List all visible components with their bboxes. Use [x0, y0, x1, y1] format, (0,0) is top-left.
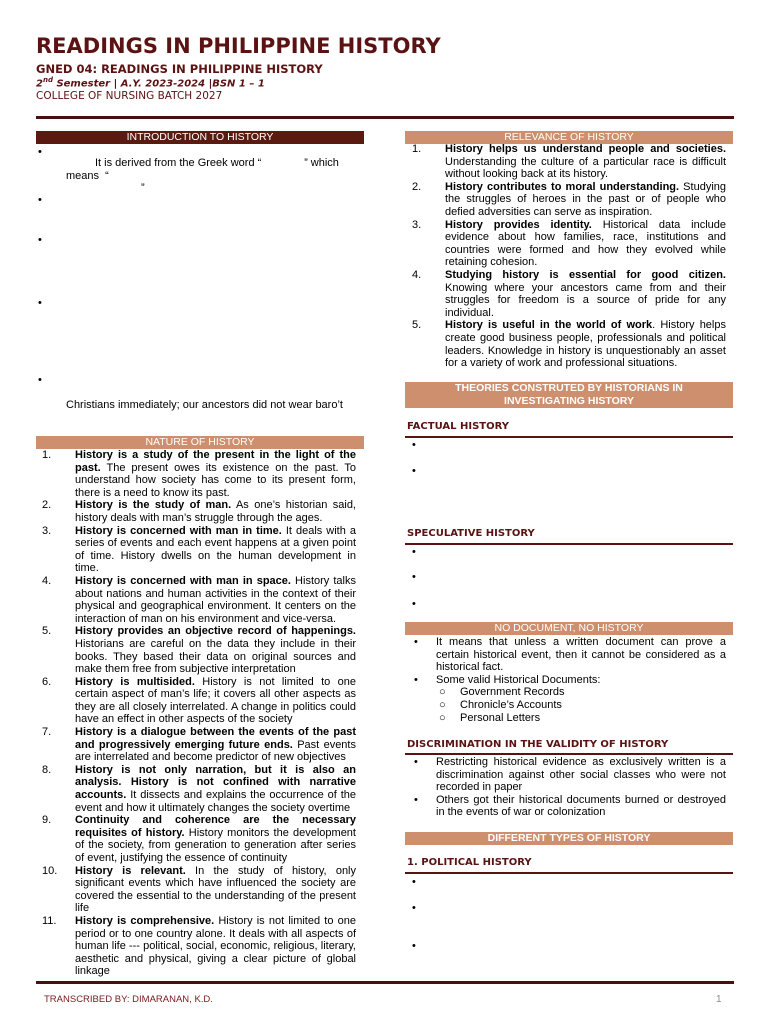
bullet-icon: •: [38, 297, 42, 309]
relevance-list: [408, 143, 726, 370]
item-bold-lead: History provides an objective record of happenings.: [75, 625, 356, 638]
document-type: Personal Letters: [460, 711, 541, 724]
types-heading: DIFFERENT TYPES OF HISTORY: [405, 832, 733, 845]
item-number: 8.: [42, 763, 52, 776]
circle-bullet-icon: ○: [439, 686, 446, 699]
item-bold-lead: Continuity and coherence are the necessary requisites of history.: [75, 814, 356, 839]
item-text: As one’s historian said, history deals with man’s struggle through the ages.: [75, 499, 356, 524]
sub-bullet-item: [406, 686, 726, 699]
greek-line-2: means “: [66, 170, 109, 182]
item-number: 6.: [42, 675, 52, 688]
item-bold-lead: History is not only narration, but it is also an analysis. History is not confined with narrative accounts.: [75, 763, 356, 802]
theories-heading-line-2: INVESTIGATING HISTORY: [504, 394, 634, 407]
item-bold-lead: Studying history is essential for good citizen.: [445, 268, 726, 281]
factual-history-heading: FACTUAL HISTORY: [407, 421, 509, 432]
speculative-underline: [405, 543, 733, 545]
item-bold-lead: History provides identity.: [445, 218, 592, 231]
item-text: History talks about nations and human activities in the context of their physical and geographical environment. It centers on the interaction of man on his environment and vice-versa.: [75, 574, 356, 625]
item-bold-lead: History is concerned with man in time.: [75, 524, 282, 537]
page-number: 1: [716, 994, 722, 1005]
nature-item: [38, 499, 356, 524]
bullet-icon: •: [412, 571, 416, 583]
nature-item: [38, 449, 356, 499]
christians-line: Christians immediately; our ancestors did not wear baro’t: [66, 399, 343, 411]
item-number: 4.: [42, 574, 52, 587]
item-bold-lead: History is relevant.: [75, 864, 186, 877]
bullet-icon: •: [412, 598, 416, 610]
bullet-icon: •: [38, 146, 42, 158]
item-bold-lead: History is a dialogue between the events of the past and progressively emerging future ends.: [75, 726, 356, 751]
discrimination-heading: DISCRIMINATION IN THE VALIDITY OF HISTORY: [407, 739, 669, 750]
item-text: Historical data include evidence about how families, race, institutions and countries were formed and how they evolved while retaining cohesion.: [445, 218, 726, 269]
bullet-item: [406, 794, 726, 819]
header-divider: [36, 116, 734, 119]
bullet-icon: •: [412, 439, 416, 451]
no-document-heading: NO DOCUMENT, NO HISTORY: [405, 622, 733, 635]
bullet-icon: •: [38, 194, 42, 206]
item-text: . History helps create good business people, professionals and political leaders. Knowledge in history is unquestionably an asset for a variety of work and professional situations.: [445, 319, 726, 370]
bullet-icon: •: [38, 234, 42, 246]
item-number: 2.: [42, 499, 52, 512]
relevance-item: [408, 319, 726, 369]
nature-item: [38, 726, 356, 764]
bullet-icon: •: [412, 940, 416, 952]
relevance-item: [408, 143, 726, 181]
item-text: Studying the struggles of heroes in the past or of people who defied adversities can serve as inspiration.: [445, 180, 726, 218]
nature-heading: NATURE OF HISTORY: [36, 436, 364, 449]
theories-heading-line-1: THEORIES CONSTRUTED BY HISTORIANS IN: [455, 382, 683, 394]
intro-heading: INTRODUCTION TO HISTORY: [36, 131, 364, 144]
item-text: In the study of history, only significant events which have influenced the society are covered the essential to the understanding of the present life: [75, 864, 356, 915]
bullet-text: Restricting historical evidence as exclusively written is a discrimination against other social classes who were not recorded in paper: [436, 756, 726, 794]
bullet-text: Some valid Historical Documents:: [436, 673, 601, 686]
item-number: 3.: [412, 218, 422, 231]
bullet-icon: •: [412, 902, 416, 914]
document-title: READINGS IN PHILIPPINE HISTORY: [36, 34, 441, 58]
item-number: 1.: [412, 143, 422, 155]
relevance-item: [408, 181, 726, 219]
item-number: 3.: [42, 524, 52, 537]
bullet-icon: •: [414, 756, 418, 768]
item-number: 1.: [42, 449, 52, 461]
bullet-item: [406, 756, 726, 794]
item-text: Past events are interrelated and become predictor of new objectives: [75, 738, 356, 764]
sub-bullet-item: [406, 699, 726, 712]
transcriber-credit: TRANSCRIBED BY: DIMARANAN, K.D.: [44, 994, 213, 1005]
circle-bullet-icon: ○: [439, 711, 446, 724]
relevance-heading: RELEVANCE OF HISTORY: [405, 131, 733, 144]
document-type: Government Records: [460, 686, 565, 699]
nature-list: [38, 449, 356, 978]
item-number: 5.: [42, 625, 52, 638]
bullet-icon: •: [412, 876, 416, 888]
greek-line-3: ”: [141, 182, 145, 194]
semester-line: 2nd Semester | A.Y. 2023-2024 |BSN 1 – 1: [36, 76, 265, 90]
bullet-item: [406, 636, 726, 674]
discrimination-underline: [405, 753, 733, 755]
political-history-heading: 1. POLITICAL HISTORY: [407, 857, 532, 868]
bullet-icon: •: [414, 793, 418, 806]
nature-item: [38, 676, 356, 726]
political-underline: [405, 872, 733, 874]
nature-item: [38, 575, 356, 625]
relevance-item: [408, 219, 726, 269]
item-bold-lead: History is a study of the present in the light of the past.: [75, 449, 356, 474]
bullet-text: It means that unless a written document can prove a certain historical event, then it cannot be considered as a historical fact.: [436, 636, 726, 674]
item-number: 2.: [412, 180, 422, 193]
bullet-icon: •: [38, 374, 42, 386]
circle-bullet-icon: ○: [439, 698, 446, 711]
item-text: Historians are careful on the data they include in their books. They based their data on original sources and make them free from subjective interpretation: [75, 637, 356, 676]
item-bold-lead: History is useful in the world of work: [445, 319, 653, 332]
item-bold-lead: History helps us understand people and societies.: [445, 143, 726, 155]
item-text: The present owes its existence on the past. To understand how society has come to its present form, there is a need to know its past.: [75, 461, 356, 499]
no-document-list: [406, 636, 726, 724]
item-number: 5.: [412, 319, 422, 332]
item-bold-lead: History contributes to moral understanding.: [445, 180, 680, 193]
college-line: COLLEGE OF NURSING BATCH 2027: [36, 90, 223, 102]
greek-line-1: It is derived from the Greek word “ ” which: [95, 157, 339, 169]
item-number: 10.: [42, 864, 58, 877]
nature-item: [38, 814, 356, 864]
item-number: 11.: [42, 914, 57, 927]
bullet-text: Others got their historical documents burned or destroyed in the events of war or colonization: [436, 793, 726, 819]
item-text: History is not limited to one period or to one country alone. It deals with all aspects of human life --- political, social, economic, religious, literary, aesthetic and physical, giving a clear picture of global linkage: [75, 914, 356, 978]
speculative-history-heading: SPECULATIVE HISTORY: [407, 528, 535, 539]
sub-bullet-item: [406, 712, 726, 725]
bullet-icon: •: [414, 673, 418, 686]
discrimination-list: [406, 756, 726, 819]
nature-item: [38, 865, 356, 915]
item-number: 9.: [42, 814, 52, 827]
nature-item: [38, 764, 356, 814]
item-text: History monitors the development of the society, from generation to generation after series of event, justifying the essence of continuity: [75, 826, 356, 864]
item-number: 7.: [42, 726, 52, 739]
bullet-icon: •: [412, 465, 416, 477]
footer-divider: [36, 981, 734, 984]
item-text: Knowing where your ancestors came from and their struggles for freedom is a source of pride for any individual.: [445, 281, 726, 319]
nature-item: [38, 525, 356, 575]
relevance-item: [408, 269, 726, 319]
item-bold-lead: History is concerned with man in space.: [75, 574, 291, 587]
bullet-icon: •: [414, 636, 418, 648]
bullet-icon: •: [412, 546, 416, 558]
item-number: 4.: [412, 268, 422, 281]
item-text: Understanding the culture of a particular race is difficult without looking back at its history.: [445, 155, 726, 181]
item-text: It dissects and explains the occurrence of the event and how it ultimately changes the society overtime: [75, 789, 356, 814]
nature-item: [38, 625, 356, 675]
theories-heading: [405, 382, 733, 408]
item-text: History is not limited to one certain aspect of man’s life; it covers all other aspects as they are all closely interrelated. A change in politics could have an effect in other aspects of the society: [75, 675, 356, 726]
document-type: Chronicle’s Accounts: [460, 698, 562, 711]
item-text: It deals with a series of events and each event happens at a given point of time. History dwells on the human development in time.: [75, 524, 356, 575]
bullet-item: [406, 674, 726, 687]
item-bold-lead: History is the study of man.: [75, 499, 232, 512]
item-bold-lead: History is comprehensive.: [75, 914, 215, 927]
factual-underline: [405, 436, 733, 438]
nature-item: [38, 915, 356, 978]
item-bold-lead: History is multisided.: [75, 675, 195, 688]
course-subtitle: GNED 04: READINGS IN PHILIPPINE HISTORY: [36, 62, 323, 76]
